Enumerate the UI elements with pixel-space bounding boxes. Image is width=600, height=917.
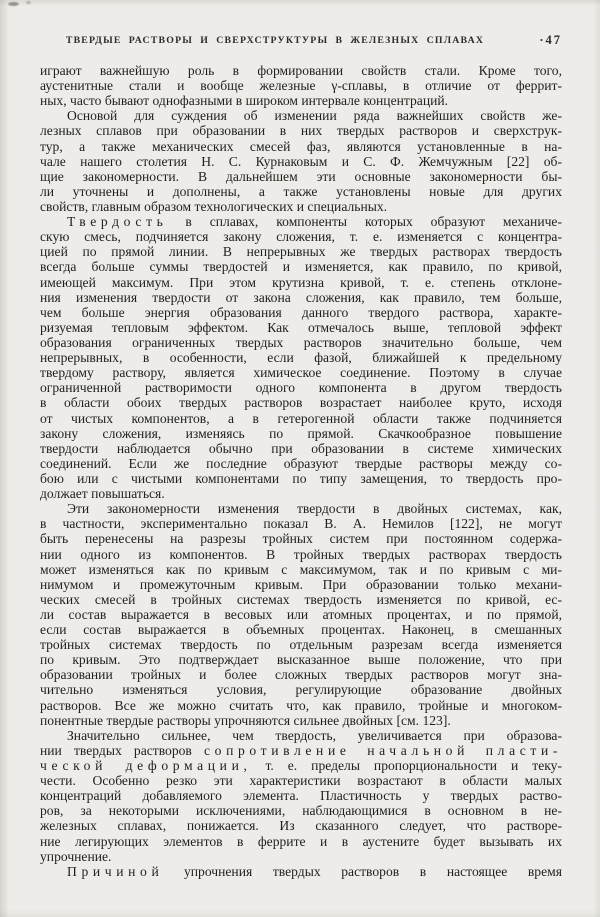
text-segment: в частности, экспериментально показал В. А. Немилов [122], не могут — [40, 516, 562, 532]
text-segment: концентраций добавляемого элемента. Пластичность у твердых раство- — [40, 788, 562, 804]
emphasized-text: сопротивление начальной пласти- — [204, 742, 562, 758]
text-line — [40, 244, 562, 259]
text-line — [40, 108, 562, 123]
text-segment: ния изменения твердости от закона сложения, как правило, тем больше, — [40, 289, 562, 305]
text-line — [40, 849, 562, 864]
text-line — [40, 456, 562, 471]
text-segment: тур, а также механических смесей фаз, являются установленные в на- — [40, 138, 562, 154]
text-segment: нимумом и промежуточным кривым. При образовании только механи- — [40, 576, 562, 592]
text-segment: если состав выражается в объемных процентах. Наконец, в смешанных — [40, 622, 562, 638]
text-line — [40, 486, 562, 501]
text-segment: растворов. Все же можно считать что, как правило, тройные и многоком- — [40, 697, 562, 713]
text-segment: закону сложения, изменяясь по прямой. Скачкообразное повышение — [40, 425, 562, 441]
text-segment: чести. Особенно резко эти характеристики возрастают в области малых — [40, 773, 562, 789]
text-line — [40, 169, 562, 184]
text-line — [40, 562, 562, 577]
text-line — [40, 682, 562, 697]
text-line — [40, 139, 562, 154]
text-segment: Значительно сильнее, чем твердость, увеличивается при образова- — [67, 727, 562, 743]
text-segment: в сплавах, компоненты которых образуют механиче- — [167, 214, 562, 230]
text-segment: аустенитные стали и вообще железные γ-сплавы, в отличие от феррит- — [40, 78, 562, 94]
page-number: ·47 — [539, 33, 562, 47]
text-line — [40, 229, 562, 244]
text-line — [40, 63, 562, 78]
text-line — [40, 773, 562, 788]
text-segment: щие закономерности. В дальнейшем эти основные закономерности бы- — [40, 168, 562, 184]
text-segment: скую смесь, подчиняется закону сложения, т. е. изменяется с концентра- — [40, 229, 562, 245]
text-segment: имеющей максимум. При этом крутизна кривой, т. е. степень отклоне- — [40, 274, 562, 290]
text-segment: цией по прямой линии. В непрерывных же твердых растворах твердость — [40, 244, 562, 260]
text-line — [40, 864, 562, 879]
text-line — [40, 577, 562, 592]
text-segment: всегда больше суммы твердостей и изменяется, как правило, по кривой, — [40, 259, 562, 275]
emphasized-text: ческой деформации, — [40, 758, 252, 774]
text-line — [40, 818, 562, 833]
text-line — [40, 622, 562, 637]
text-segment: ние легирующих элементов в феррите и в аустените будет вызывать их — [40, 833, 562, 849]
text-segment: железных сплавах, понижается. Из сказанного следует, что растворе- — [40, 818, 562, 834]
scan-speck — [8, 2, 19, 6]
text-line — [40, 713, 562, 728]
text-line — [40, 834, 562, 849]
text-line — [40, 78, 562, 93]
text-line — [40, 275, 562, 290]
text-line — [40, 290, 562, 305]
text-line — [40, 516, 562, 531]
text-segment: по кривым. Это подтверждает высказанное выше положение, что при — [40, 652, 562, 668]
text-line — [40, 607, 562, 622]
text-line — [40, 531, 562, 546]
text-line — [40, 259, 562, 274]
text-line — [40, 93, 562, 108]
text-line — [40, 154, 562, 169]
text-segment: соединений. Если же последние образуют твердые растворы между со- — [40, 455, 562, 471]
text-segment: ных, часто бывают однофазными в широком интервале концентраций. — [40, 93, 449, 109]
text-segment: Основой для суждения об изменении ряда важнейших свойств же- — [67, 108, 562, 124]
text-line — [40, 380, 562, 395]
text-line — [40, 471, 562, 486]
text-line — [40, 652, 562, 667]
text-segment: ров, за некоторыми исключениями, наблюдающимися в основном в не- — [40, 803, 562, 819]
text-segment: может изменяться как по кривым с максимумом, так и по кривым с ми- — [40, 561, 562, 577]
text-line — [40, 365, 562, 380]
text-line — [40, 547, 562, 562]
text-segment: упрочнения твердых растворов в настоящее время — [163, 863, 562, 879]
text-line — [40, 184, 562, 199]
text-segment: образовании тройных и более сложных твердых растворов могут зна- — [40, 667, 562, 683]
text-segment: лезных сплавов при образовании в них твердых растворов и сверхструк- — [40, 123, 562, 139]
text-segment: тройных системах твердость по отдельным разрезам всегда изменяется — [40, 637, 562, 653]
text-line — [40, 803, 562, 818]
text-segment: Эти закономерности изменения твердости в двойных системах, как, — [67, 501, 562, 517]
text-line — [40, 728, 562, 743]
text-segment: играют важнейшую роль в формировании свойств стали. Кроме того, — [40, 63, 562, 78]
text-segment: непрерывных, в особенности, если фазой, ближайшей к предельному — [40, 350, 562, 366]
scan-speck — [26, 1, 31, 4]
text-line — [40, 758, 562, 773]
text-segment: от чистых компонентов, а в гетерогенной области также подчиняется — [40, 410, 562, 426]
text-line — [40, 667, 562, 682]
text-segment: твердости наблюдается обычно при образовании в системе химических — [40, 440, 562, 456]
text-line — [40, 350, 562, 365]
text-segment: в области обоих твердых растворов возрастает наиболее круто, исходя — [40, 395, 562, 411]
text-segment: ли уточнены и дополнены, а также установлены новые для других — [40, 183, 562, 199]
text-line — [40, 305, 562, 320]
text-segment: ческих смесей в тройных системах твердость изменяется по кривой, ес- — [40, 591, 562, 607]
text-segment: быть перенесены на разрезы тройных систем при постоянном содержа- — [40, 531, 562, 547]
text-segment: чале нашего столетия Н. С. Курнаковым и С. Ф. Жемчужным [22] об- — [40, 153, 562, 169]
text-segment: ли состав выражается в весовых или атомных процентах, и по прямой, — [40, 606, 562, 622]
emphasized-text: Причиной — [67, 863, 164, 879]
text-line — [40, 426, 562, 441]
text-line — [40, 698, 562, 713]
text-segment: упрочнение. — [40, 848, 112, 864]
emphasized-text: Твердость — [67, 214, 168, 230]
text-line — [40, 199, 562, 214]
text-line — [40, 637, 562, 652]
text-line — [40, 592, 562, 607]
text-segment: понентные твердые растворы упрочняются сильнее двойных [см. 123]. — [40, 712, 451, 728]
text-line — [40, 335, 562, 350]
text-line — [40, 123, 562, 138]
text-line — [40, 441, 562, 456]
text-segment: твердому раствору, является химическое соединение. Поэтому в случае — [40, 365, 562, 381]
text-line — [40, 743, 562, 758]
text-segment: свойств, главным образом технологических и специальных. — [40, 198, 388, 214]
text-line — [40, 501, 562, 516]
text-segment: чительно изменяться условия, регулирующие образование двойных — [40, 682, 562, 698]
text-segment: бою или с чистыми компонентами по типу замещения, то твердость про- — [40, 470, 562, 486]
text-segment: ограниченной растворимости одного компонента в другом твердость — [40, 380, 562, 396]
text-segment: ризуемая тепловым эффектом. Как отмечалось выше, тепловой эффект — [40, 319, 562, 335]
text-line — [40, 320, 562, 335]
text-line — [40, 214, 562, 229]
text-segment: нии одного из компонентов. В тройных твердых растворах твердость — [40, 546, 562, 562]
running-header-title: ТВЕРДЫЕ РАСТВОРЫ И СВЕРХСТРУКТУРЫ В ЖЕЛЕЗНЫХ СПЛАВАХ — [65, 35, 485, 46]
text-line — [40, 788, 562, 803]
text-segment: чем больше энергия образования данного твердого раствора, характе- — [40, 304, 562, 320]
text-segment: образования ограниченных твердых растворов значительно больше, чем — [40, 334, 562, 350]
text-line — [40, 395, 562, 410]
text-segment: т. е. пределы пропорциональности и теку- — [251, 758, 562, 774]
text-segment: нии твердых растворов — [40, 742, 205, 758]
text-segment: должает повышаться. — [40, 486, 165, 502]
text-line — [40, 411, 562, 426]
text-column — [40, 63, 562, 879]
